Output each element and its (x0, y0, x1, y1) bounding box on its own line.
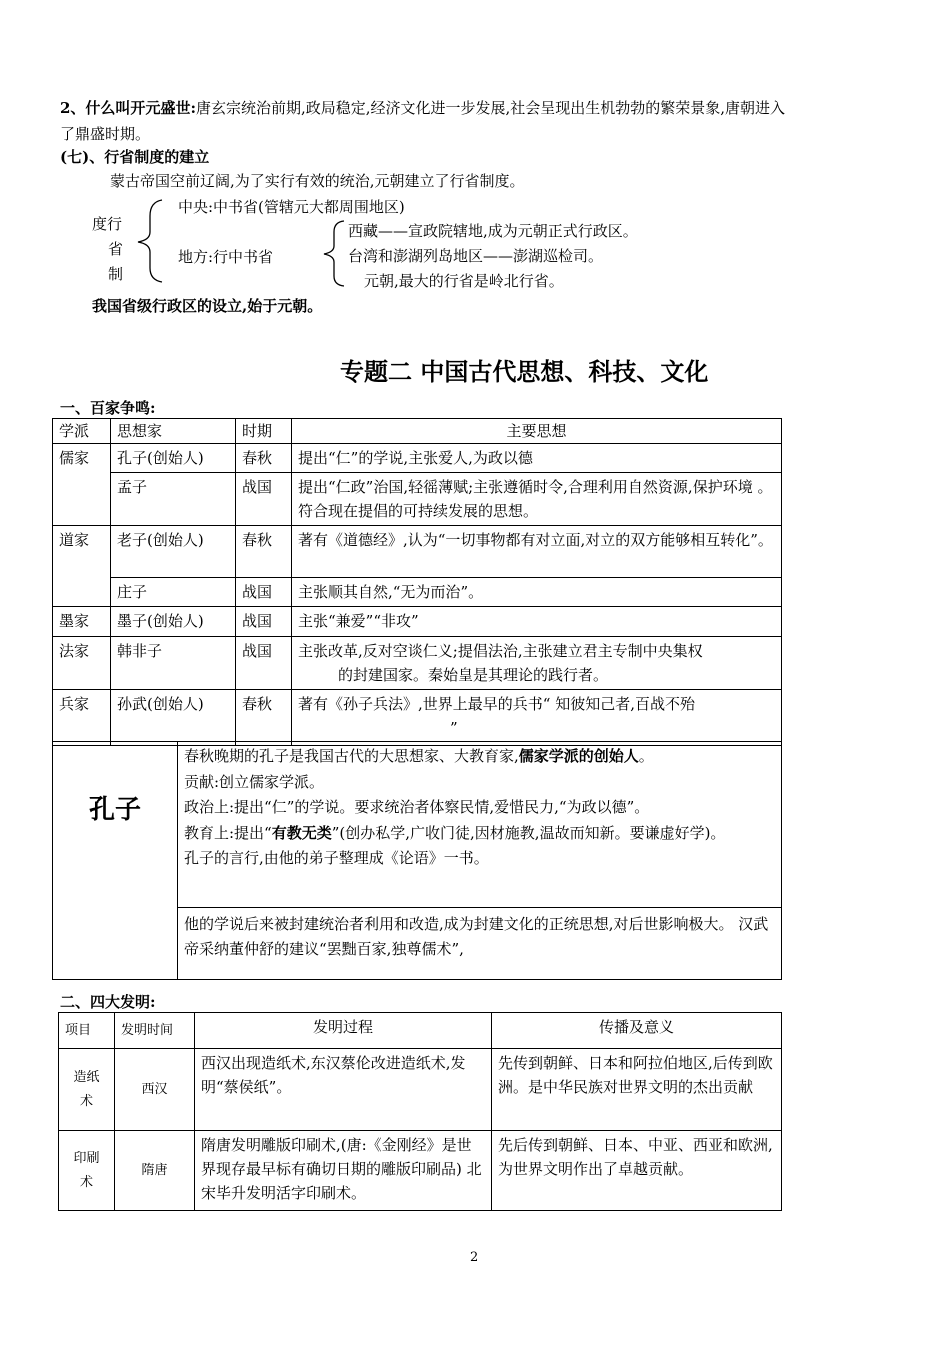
item-cell: 造纸术 (59, 1049, 115, 1131)
diagram-label-bot: 制 (108, 265, 124, 283)
idea-line-a: 著有《孙子兵法》,世界上最早的兵书“ 知彼知己者,百战不殆 (298, 695, 695, 713)
section2-title: 二、四大发明: (60, 993, 156, 1011)
table-row (53, 444, 782, 473)
idea-cell: 主张顺其自然,“无为而治”。 (292, 578, 782, 607)
confucius-line2: 贡献:创立儒家学派。 (184, 772, 325, 791)
school-cell: 兵家 (53, 690, 111, 746)
period-cell: 战国 (236, 637, 292, 690)
table-row (59, 1049, 782, 1131)
confucius-legacy: 他的学说后来被封建统治者利用和改造,成为封建文化的正统思想,对后世影响极大。 汉武帝采纳董仲舒的建议“罢黜百家,独尊儒术”, (178, 908, 782, 980)
table-row (53, 637, 782, 690)
period-cell: 战国 (236, 578, 292, 607)
schools-header-row (53, 419, 782, 444)
kaiyuan-text-1: 唐玄宗统治前期,政局稳定,经济文化进一步发展,社会呈现出生机勃勃的繁荣景象,唐朝进入 (195, 99, 786, 117)
confucius-line3: 政治上:提出“仁”的学说。要求统治者体察民情,爱惜民力,“为政以德”。 (184, 798, 650, 816)
idea-cell: 主张“兼爱”“非攻” (292, 607, 782, 637)
header-thinker: 思想家 (111, 419, 236, 444)
diagram-brace-local (318, 218, 348, 288)
period-cell: 春秋 (236, 690, 292, 746)
thinker-cell: 孔子(创始人) (111, 444, 236, 473)
confucius-line1c: 。 (638, 747, 654, 765)
header-item: 项目 (59, 1013, 115, 1049)
thinker-cell: 韩非子 (111, 637, 236, 690)
topic-title: 专题二 中国古代思想、科技、文化 (340, 358, 709, 386)
table-row (53, 578, 782, 607)
idea-cell: 提出“仁政”治国,轻徭薄赋;主张遵循时令,合理利用自然资源,保护环境 。 符合现在提倡的可持续发展的思想。 (292, 473, 782, 526)
idea-cell (292, 637, 782, 690)
period-cell: 春秋 (236, 444, 292, 473)
kaiyuan-paragraph (60, 95, 900, 147)
header-spread: 传播及意义 (492, 1013, 782, 1049)
schools-table (52, 418, 782, 746)
confucius-line4a: 教育上:提出“ (184, 823, 272, 842)
school-cell: 道家 (53, 526, 111, 607)
thinker-cell: 庄子 (111, 578, 236, 607)
time-cell: 西汉 (115, 1049, 195, 1131)
page-number: 2 (470, 1250, 479, 1265)
diagram-local-item-2: 台湾和澎湖列岛地区——澎湖巡检司。 (348, 247, 604, 265)
spread-cell: 先后传到朝鲜、日本、中亚、西亚和欧洲,为世界文明作出了卓越贡献。 (492, 1131, 782, 1211)
table-row (53, 607, 782, 637)
school-cell: 法家 (53, 637, 111, 690)
idea-line-b: 的封建国家。秦始皇是其理论的践行者。 (338, 666, 609, 684)
diagram-central: 中央:中书省(管辖元大都周围地区) (178, 198, 405, 216)
period-cell: 春秋 (236, 526, 292, 578)
table-row (53, 473, 782, 526)
header-process: 发明过程 (195, 1013, 492, 1049)
school-cell: 墨家 (53, 607, 111, 637)
inventions-table (58, 1012, 782, 1211)
idea-line-b: ” (450, 719, 458, 737)
table-row (53, 526, 782, 578)
confucius-line4c: ”(创办私学,广收门徒,因材施教,温故而知新。要谦虚好学)。 (331, 823, 726, 842)
thinker-cell: 孟子 (111, 473, 236, 526)
table-row (59, 1131, 782, 1211)
time-cell: 隋唐 (115, 1131, 195, 1211)
inventions-header-row (59, 1013, 782, 1049)
period-cell: 战国 (236, 607, 292, 637)
header-time: 发明时间 (115, 1013, 195, 1049)
diagram-local: 地方:行中书省 (178, 248, 274, 266)
diagram-local-item-3: 元朝,最大的行省是岭北行省。 (364, 272, 564, 290)
confucius-box (52, 741, 782, 980)
kaiyuan-label: 2、什么叫开元盛世: (60, 99, 196, 117)
section7-title: (七)、行省制度的建立 (60, 148, 210, 166)
item-cell: 印刷术 (59, 1131, 115, 1211)
section7-text: 蒙古帝国空前辽阔,为了实行有效的统治,元朝建立了行省制度。 (110, 172, 525, 190)
kaiyuan-text-2: 了鼎盛时期。 (60, 125, 151, 143)
school-cell: 儒家 (53, 444, 111, 526)
confucius-line1a: 春秋晚期的孔子是我国古代的大思想家、大教育家, (184, 747, 519, 765)
section1-title: 一、百家争鸣: (60, 399, 156, 417)
idea-cell: 提出“仁”的学说,主张爱人,为政以德 (292, 444, 782, 473)
header-school: 学派 (53, 419, 111, 444)
table-row (53, 690, 782, 746)
confucius-info (178, 742, 782, 908)
idea-line-a: 主张改革,反对空谈仁义;提倡法治,主张建立君主专制中央集权 (298, 642, 703, 660)
period-cell: 战国 (236, 473, 292, 526)
confucius-line1b: 儒家学派的创始人 (518, 747, 639, 765)
diagram-brace-main (128, 196, 168, 284)
thinker-cell: 孙武(创始人) (111, 690, 236, 746)
confucius-line5: 孔子的言行,由他的弟子整理成《论语》一书。 (184, 849, 489, 867)
process-cell: 隋唐发明雕版印刷术,(唐:《金刚经》是世界现存最早标有确切日期的雕版印刷品) 北宋毕升发明活字印刷术。 (195, 1131, 492, 1211)
diagram-label-mid: 省 (108, 240, 124, 258)
spread-cell: 先传到朝鲜、日本和阿拉伯地区,后传到欧洲。是中华民族对世界文明的杰出贡献 (492, 1049, 782, 1131)
diagram-local-item-1: 西藏——宣政院辖地,成为元朝正式行政区。 (348, 222, 638, 240)
confucius-name: 孔子 (53, 742, 178, 980)
diagram-label-top: 度行 (92, 215, 123, 233)
header-period: 时期 (236, 419, 292, 444)
header-idea: 主要思想 (292, 419, 782, 444)
province-conclusion: 我国省级行政区的设立,始于元朝。 (92, 297, 323, 315)
idea-cell: 著有《道德经》,认为“一切事物都有对立面,对立的双方能够相互转化”。 (292, 526, 782, 578)
thinker-cell: 老子(创始人) (111, 526, 236, 578)
thinker-cell: 墨子(创始人) (111, 607, 236, 637)
process-cell: 西汉出现造纸术,东汉蔡伦改进造纸术,发明“蔡侯纸”。 (195, 1049, 492, 1131)
confucius-line4b: 有教无类 (271, 823, 332, 842)
idea-cell (292, 690, 782, 746)
